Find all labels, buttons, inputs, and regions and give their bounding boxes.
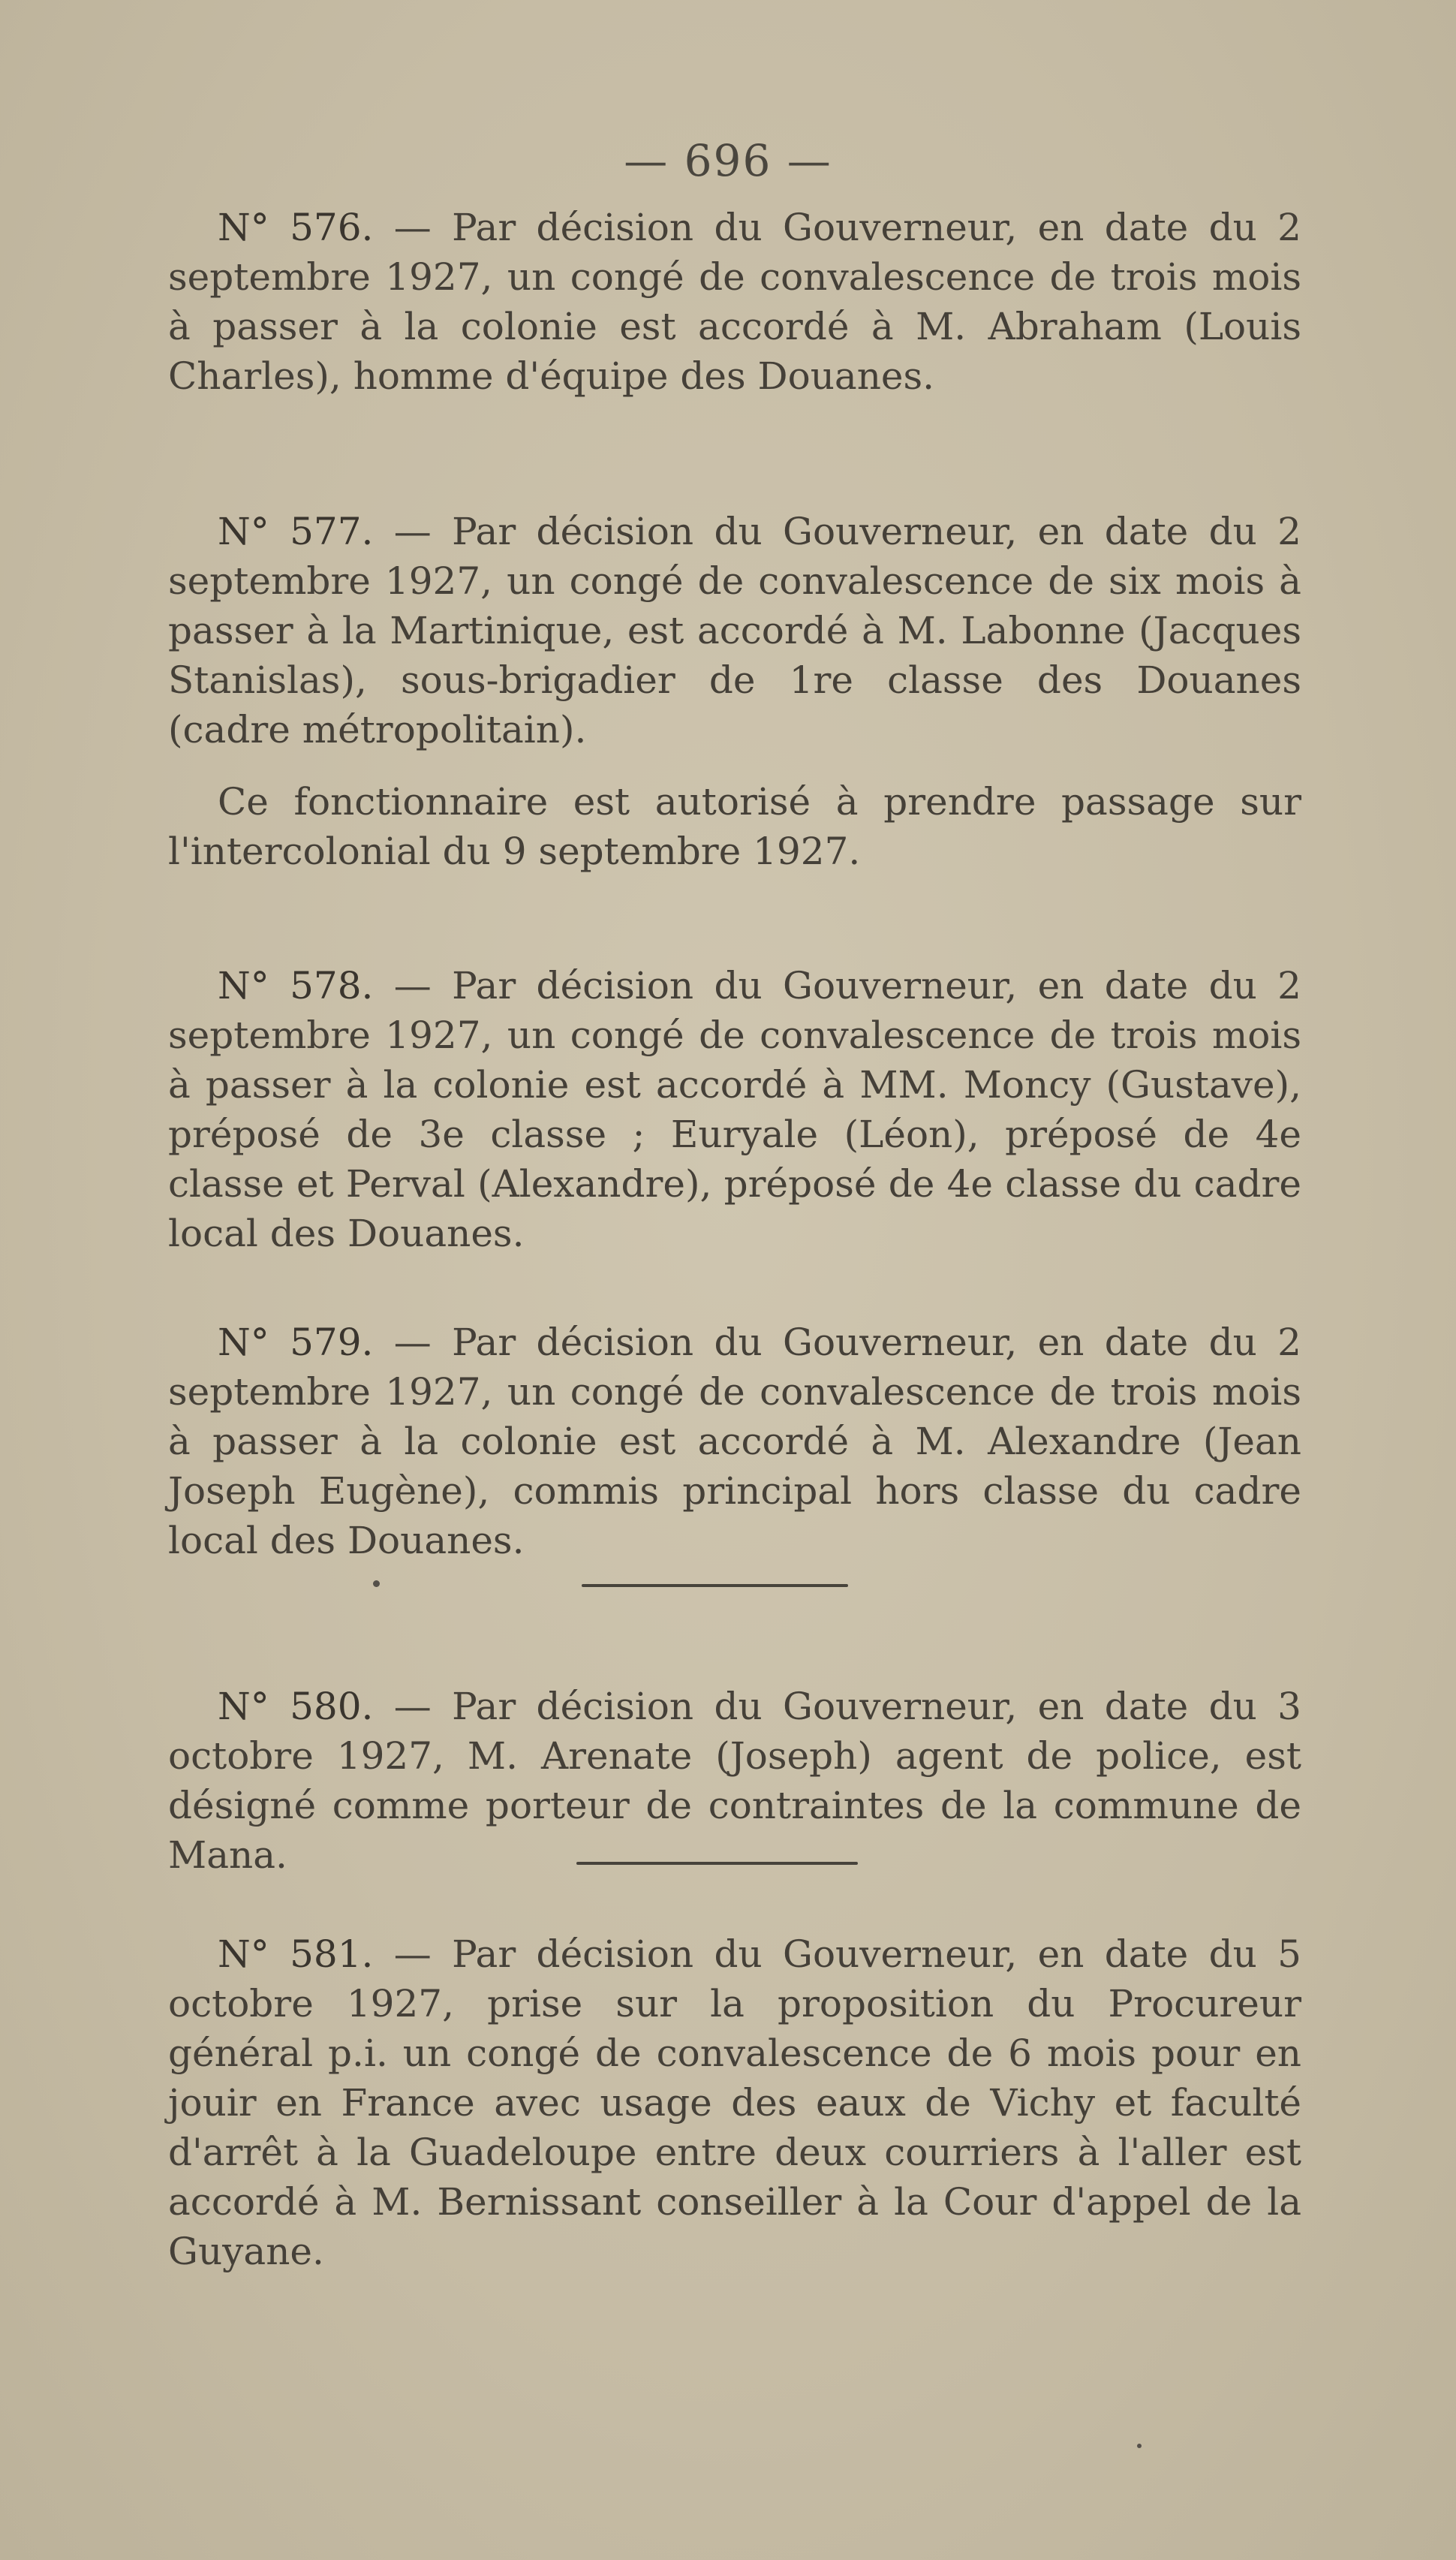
decision-entry-577	[168, 507, 1301, 876]
decision-entry-576	[168, 203, 1301, 401]
decision-entry-581	[168, 1929, 1301, 2276]
entry-number: N° 576.	[218, 206, 374, 249]
entry-paragraph	[168, 1682, 1301, 1880]
entry-number: N° 578.	[218, 964, 374, 1007]
entry-text: — Par décision du Gouverneur, en date du 2 septembre 1927, un congé de convalescence de trois mois à passer à la colonie est accordé à M. Abraham (Louis Charles), homme d'équipe des Douanes.	[168, 206, 1301, 398]
entry-paragraph	[168, 203, 1301, 401]
entry-text: — Par décision du Gouverneur, en date du 2 septembre 1927, un congé de convalescence de trois mois à passer à la colonie est accordé à MM. Moncy (Gustave), préposé de 3e classe ; Euryale (Léon), préposé de 4e classe et Perval (Alexandre), préposé de 4e classe du cadre local des Douanes.	[168, 964, 1301, 1255]
entry-paragraph	[168, 1929, 1301, 2276]
entry-paragraph	[168, 1318, 1301, 1565]
decision-entry-580	[168, 1682, 1301, 1880]
separator-rule	[582, 1584, 848, 1587]
entry-text: — Par décision du Gouverneur, en date du 5 octobre 1927, prise sur la proposition du Procureur général p.i. un congé de convalescence de 6 mois pour en jouir en France avec usage des eaux de Vichy et faculté d'arrêt à la Guadeloupe entre deux courriers à l'aller est accordé à M. Bernissant conseiller à la Cour d'appel de la Guyane.	[168, 1932, 1301, 2273]
page-number: — 696 —	[624, 135, 832, 186]
decision-entry-578	[168, 961, 1301, 1258]
entry-paragraph	[168, 961, 1301, 1258]
entry-text: — Par décision du Gouverneur, en date du 2 septembre 1927, un congé de convalescence de trois mois à passer à la colonie est accordé à M. Alexandre (Jean Joseph Eugène), commis principal hors classe du cadre local des Douanes.	[168, 1321, 1301, 1562]
decision-entry-579	[168, 1318, 1301, 1565]
entry-number: N° 581.	[218, 1932, 374, 1976]
entry-extra-paragraph: Ce fonctionnaire est autorisé à prendre passage sur l'intercolonial du 9 septembre 1927.	[168, 780, 1301, 873]
entry-number: N° 577.	[218, 510, 374, 553]
entry-number: N° 580.	[218, 1685, 374, 1728]
entry-number: N° 579.	[218, 1321, 374, 1364]
ink-speck	[1137, 2444, 1142, 2448]
ink-speck	[373, 1580, 380, 1587]
entry-text: — Par décision du Gouverneur, en date du 3 octobre 1927, M. Arenate (Joseph) agent de police, est désigné comme porteur de contraintes de la commune de Mana.	[168, 1685, 1301, 1877]
entry-paragraph	[168, 507, 1301, 754]
separator-rule	[576, 1862, 858, 1865]
entry-text: — Par décision du Gouverneur, en date du 2 septembre 1927, un congé de convalescence de six mois à passer à la Martinique, est accordé à M. Labonne (Jacques Stanislas), sous-brigadier de 1re classe des Douanes (cadre métropolitain).	[168, 510, 1301, 751]
